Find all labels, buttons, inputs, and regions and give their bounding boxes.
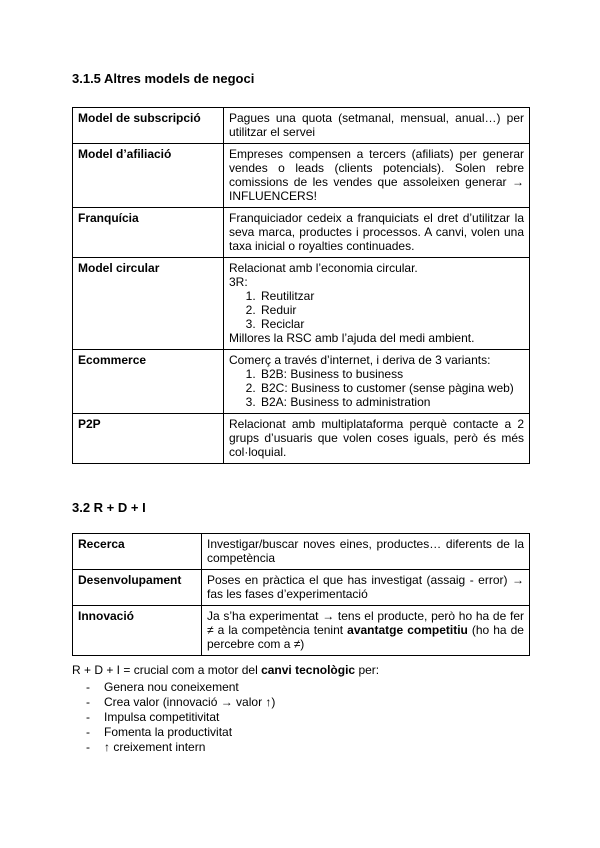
bullet-text: Crea valor (innovació → valor ↑) bbox=[104, 695, 276, 709]
innovation-text-pre: Ja s’ha experimentat → tens el producte, però ho ha de fer ≠ a la competència tenint bbox=[207, 609, 524, 637]
row-key: Model circular bbox=[73, 258, 224, 350]
row-value: Pagues una quota (setmanal, mensual, anual…) per utilitzar el servei bbox=[224, 108, 530, 144]
circular-outro: Millores la RSC amb l’ajuda del medi ambient. bbox=[229, 331, 475, 345]
row-key: Franquícia bbox=[73, 208, 224, 258]
dash-bullet-icon: - bbox=[86, 680, 90, 694]
row-key: P2P bbox=[73, 414, 224, 464]
section-heading-rdi: 3.2 R + D + I bbox=[72, 500, 146, 515]
table-row bbox=[73, 606, 530, 656]
list-item bbox=[72, 740, 275, 755]
list-item bbox=[72, 680, 275, 695]
row-key: Recerca bbox=[73, 534, 202, 570]
row-value: Franquiciador cedeix a franquiciats el dret d’utilitzar la seva marca, productes i processos. A canvi, volen una taxa inicial o royalties continuades. bbox=[224, 208, 530, 258]
business-models-table bbox=[72, 107, 530, 464]
table-row bbox=[73, 534, 530, 570]
list-item bbox=[72, 710, 275, 725]
summary-bold: canvi tecnològic bbox=[261, 663, 356, 677]
list-item: 3. B2A: Business to administration bbox=[259, 395, 524, 409]
dash-bullet-icon: - bbox=[86, 725, 90, 739]
circular-list bbox=[229, 289, 524, 331]
row-key: Model de subscripció bbox=[73, 108, 224, 144]
list-item: 2. Reduir bbox=[259, 303, 524, 317]
row-key: Desenvolupament bbox=[73, 570, 202, 606]
row-value bbox=[202, 606, 530, 656]
list-item: 1. Reutilitzar bbox=[259, 289, 524, 303]
list-item bbox=[72, 695, 275, 710]
table-row bbox=[73, 258, 530, 350]
bullet-text: ↑ creixement intern bbox=[104, 740, 206, 754]
row-value bbox=[224, 258, 530, 350]
row-value: Empreses compensen a tercers (afiliats) per generar vendes o leads (clients potencials). Solen rebre comissions de les vendes que assoleixen generar → INFLUENCERS! bbox=[224, 144, 530, 208]
innovation-text-bold: avantatge competitiu bbox=[347, 623, 468, 637]
table-row bbox=[73, 108, 530, 144]
row-key: Innovació bbox=[73, 606, 202, 656]
innovation-text-post: (ho ha de percebre com a ≠) bbox=[207, 623, 524, 651]
table-row bbox=[73, 144, 530, 208]
ecommerce-intro: Comerç a través d’internet, i deriva de 3 variants: bbox=[229, 353, 491, 367]
summary-pre: R + D + I = crucial com a motor del bbox=[72, 663, 262, 677]
row-value: Investigar/buscar noves eines, productes… diferents de la competència bbox=[202, 534, 530, 570]
ecommerce-list bbox=[229, 367, 524, 409]
row-key: Model d’afiliació bbox=[73, 144, 224, 208]
row-value: Poses en pràctica el que has investigat (assaig - error) → fas les fases d’experimentació bbox=[202, 570, 530, 606]
summary-post: per: bbox=[355, 663, 380, 677]
section-heading-models: 3.1.5 Altres models de negoci bbox=[72, 71, 255, 86]
rdi-bullet-list bbox=[72, 680, 275, 755]
list-item: 1. B2B: Business to business bbox=[259, 367, 524, 381]
row-value bbox=[224, 350, 530, 414]
list-item: 2. B2C: Business to customer (sense pàgina web) bbox=[259, 381, 524, 395]
circular-sub: 3R: bbox=[229, 275, 248, 289]
table-row bbox=[73, 570, 530, 606]
dash-bullet-icon: - bbox=[86, 710, 90, 724]
bullet-text: Fomenta la productivitat bbox=[104, 725, 233, 739]
rdi-table bbox=[72, 533, 530, 656]
table-row bbox=[73, 414, 530, 464]
bullet-text: Impulsa competitivitat bbox=[104, 710, 220, 724]
row-value: Relacionat amb multiplataforma perquè contacte a 2 grups d’usuaris que volen coses iguals, però és més col·loquial. bbox=[224, 414, 530, 464]
table-row bbox=[73, 208, 530, 258]
dash-bullet-icon: - bbox=[86, 740, 90, 754]
bullet-text: Genera nou coneixement bbox=[104, 680, 239, 694]
row-key: Ecommerce bbox=[73, 350, 224, 414]
table-row bbox=[73, 350, 530, 414]
rdi-summary bbox=[72, 663, 379, 678]
list-item: 3. Reciclar bbox=[259, 317, 524, 331]
circular-intro: Relacionat amb l’economia circular. bbox=[229, 261, 418, 275]
list-item bbox=[72, 725, 275, 740]
dash-bullet-icon: - bbox=[86, 695, 90, 709]
